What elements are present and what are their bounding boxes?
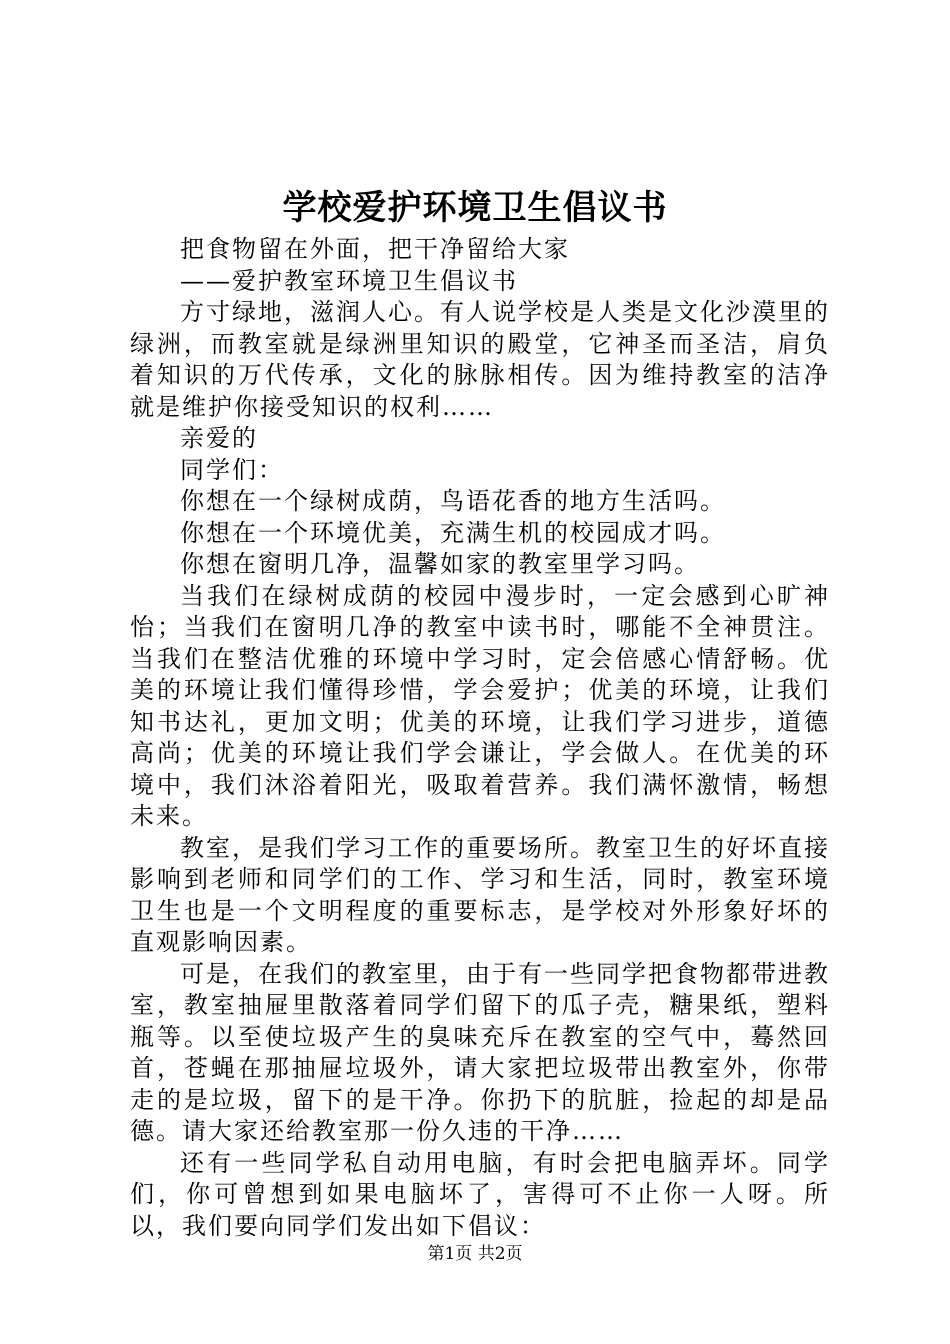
- paragraph: 你想在窗明几净，温馨如家的教室里学习吗。: [180, 550, 700, 578]
- document-body: [130, 234, 830, 1242]
- paragraph: 当我们在绿树成荫的校园中漫步时，一定会感到心旷神怡；当我们在窗明几净的教室中读书时，哪能不全神贯注。当我们在整洁优雅的环境中学习时，定会倍感心情舒畅。优美的环境让我们懂得珍惜，学会爱护；优美的环境，让我们知书达礼，更加文明；优美的环境，让我们学习进步，道德高尚；优美的环境让我们学会谦让，学会做人。在优美的环境中，我们沐浴着阳光，吸取着营养。我们满怀激情，畅想未来。: [130, 581, 830, 830]
- paragraph-subtitle-sub: ——爱护教室环境卫生倡议书: [180, 266, 518, 295]
- paragraph: 可是，在我们的教室里，由于有一些同学把食物都带进教室，教室抽屉里散落着同学们留下的瓜子壳，糖果纸，塑料瓶等。以至使垃圾产生的臭味充斥在教室的空气中，蓦然回首，苍蝇在那抽屉垃圾外，请大家把垃圾带出教室外，你带走的是垃圾，留下的是干净。你扔下的肮脏，捡起的却是品德。请大家还给教室那一份久违的干净……: [130, 959, 830, 1145]
- document-title: 学校爱护环境卫生倡议书: [282, 188, 668, 228]
- paragraph-subtitle: 把食物留在外面，把干净留给大家: [180, 235, 570, 263]
- paragraph: 你想在一个绿树成荫，鸟语花香的地方生活吗。: [180, 487, 726, 515]
- paragraph: 亲爱的: [180, 424, 258, 452]
- paragraph: 你想在一个环境优美，充满生机的校园成才吗。: [180, 518, 726, 547]
- page-footer: 第1页 共2页: [427, 1244, 523, 1264]
- paragraph: 方寸绿地，滋润人心。有人说学校是人类是文化沙漠里的绿洲，而教室就是绿洲里知识的殿堂，它神圣而圣洁，肩负着知识的万代传承，文化的脉脉相传。因为维持教室的洁净就是维护你接受知识的权利……: [130, 298, 830, 421]
- paragraph: 教室，是我们学习工作的重要场所。教室卫生的好坏直接影响到老师和同学们的工作、学习和生活，同时，教室环境卫生也是一个文明程度的重要标志，是学校对外形象好坏的直观影响因素。: [130, 833, 830, 956]
- paragraph: 同学们：: [180, 455, 284, 484]
- paragraph: 还有一些同学私自动用电脑，有时会把电脑弄坏。同学们，你可曾想到如果电脑坏了，害得可不止你一人呀。所以，我们要向同学们发出如下倡议：: [130, 1148, 830, 1240]
